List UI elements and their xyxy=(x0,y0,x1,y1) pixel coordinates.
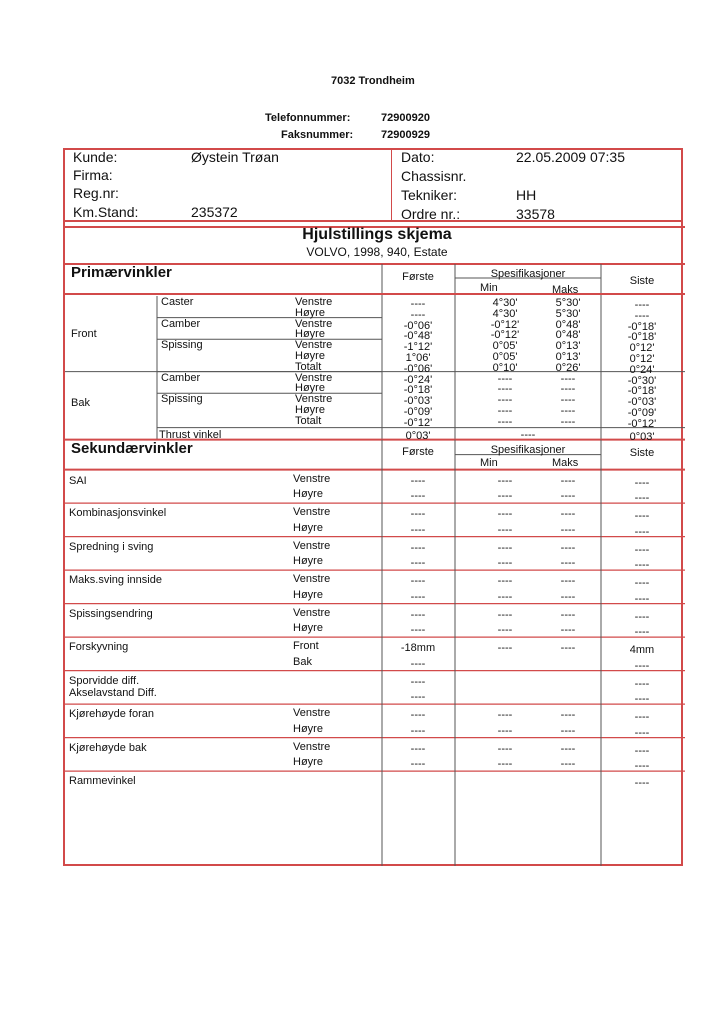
secondary-row-last: ---- xyxy=(634,510,650,523)
secondary-row-first: ---- xyxy=(410,709,426,722)
primary-row-last: 0°12' xyxy=(629,342,655,355)
secondary-row-max: ---- xyxy=(560,709,576,722)
secondary-row-last: ---- xyxy=(634,525,650,538)
primary-row-side: Høyre xyxy=(295,404,325,416)
primary-row-last: 0°12' xyxy=(629,353,655,365)
secondary-row-min: ---- xyxy=(497,557,513,570)
primary-row-max: 0°48' xyxy=(555,318,581,331)
primary-row-last: -0°03' xyxy=(627,396,657,409)
form-title: Hjulstillings skjema xyxy=(302,226,452,243)
secondary-row-side: Høyre xyxy=(293,622,323,635)
secondary-row-min: ---- xyxy=(497,709,513,722)
secondary-row-min: ---- xyxy=(497,490,513,503)
km-value: 235372 xyxy=(191,204,238,220)
primary-row-last: -0°18' xyxy=(627,331,657,344)
secondary-row-first: ---- xyxy=(410,608,426,621)
secondary-row-last: ---- xyxy=(634,677,650,690)
primary-row-side: Høyre xyxy=(295,382,325,395)
secondary-row-last: ---- xyxy=(634,492,650,505)
secondary-row-first: ---- xyxy=(410,523,426,536)
primary-row-side: Venstre xyxy=(295,296,333,308)
ramme-label: Rammevinkel xyxy=(69,775,136,788)
primary-row-first: -0°18' xyxy=(403,384,433,397)
ordre-value: 33578 xyxy=(516,206,555,222)
secondary-row-last: ---- xyxy=(634,693,650,706)
customer-info-box xyxy=(63,148,683,222)
primary-row-last: -0°18' xyxy=(627,385,657,398)
primary-row-first: -0°09' xyxy=(403,406,433,418)
primary-col-spec: Spesifikasjoner xyxy=(490,268,566,280)
primary-row-min: ---- xyxy=(497,405,513,417)
primary-row-max: ---- xyxy=(560,372,576,385)
primary-row-max: ---- xyxy=(560,415,576,428)
secondary-row-first: ---- xyxy=(410,758,426,771)
secondary-group-name: Forskyvning xyxy=(69,641,129,654)
primary-row-min: 0°10' xyxy=(492,361,518,374)
primary-row-first: -1°12' xyxy=(403,341,433,354)
primary-row-max: ---- xyxy=(560,383,576,396)
secondary-row-last: 4mm xyxy=(629,644,655,657)
secondary-row-max: ---- xyxy=(560,474,576,487)
secondary-row-min: ---- xyxy=(497,474,513,487)
secondary-row-first: ---- xyxy=(410,590,426,603)
secondary-row-min: ---- xyxy=(497,758,513,771)
secondary-row-min: ---- xyxy=(497,608,513,621)
thrust-first: 0°03' xyxy=(405,429,431,442)
primary-row-first: -0°03' xyxy=(403,395,433,408)
secondary-group-name: Sporvidde diff. xyxy=(69,674,140,687)
primary-row-max: ---- xyxy=(560,405,576,417)
primary-row-min: -0°12' xyxy=(490,318,520,331)
secondary-row-min: ---- xyxy=(497,724,513,737)
secondary-col-spec: Spesifikasjoner xyxy=(490,443,566,456)
primary-row-first: -0°12' xyxy=(403,416,433,429)
primary-row-last: -0°18' xyxy=(627,320,657,333)
secondary-row-min: ---- xyxy=(497,624,513,637)
vehicle-subtitle: VOLVO, 1998, 940, Estate xyxy=(306,245,448,259)
secondary-row-side: Venstre xyxy=(293,573,331,586)
primary-row-first: -0°24' xyxy=(403,373,433,386)
secondary-row-last: ---- xyxy=(634,610,650,623)
secondary-row-side: Høyre xyxy=(293,756,323,769)
primary-row-last: 0°24' xyxy=(629,363,655,376)
secondary-row-side: Venstre xyxy=(293,740,331,753)
primary-row-min: ---- xyxy=(497,394,513,407)
secondary-row-max: ---- xyxy=(560,523,576,536)
secondary-row-first: ---- xyxy=(410,657,426,670)
secondary-row-min: ---- xyxy=(497,642,513,655)
secondary-group-name: Maks.sving innside xyxy=(69,574,162,587)
primary-row-last: -0°12' xyxy=(627,417,657,430)
km-label: Km.Stand: xyxy=(73,204,139,220)
secondary-row-max: ---- xyxy=(560,758,576,771)
fax-number: 72900929 xyxy=(381,129,430,141)
secondary-row-last: ---- xyxy=(634,626,650,639)
secondary-row-first: ---- xyxy=(410,508,426,521)
secondary-row-max: ---- xyxy=(560,541,576,554)
kunde-label: Kunde: xyxy=(73,149,118,165)
primary-row-max: 5°30' xyxy=(555,307,581,320)
primary-row-min: -0°12' xyxy=(490,329,520,342)
secondary-row-max: ---- xyxy=(560,608,576,621)
secondary-row-last: ---- xyxy=(634,760,650,773)
secondary-group-name: Kjørehøyde foran xyxy=(69,708,154,721)
primary-row-group: Caster xyxy=(161,296,194,308)
bak-label: Bak xyxy=(71,397,90,410)
phone-number: 72900920 xyxy=(381,112,430,124)
secondary-row-last: ---- xyxy=(634,577,650,590)
regnr-label: Reg.nr: xyxy=(73,185,119,201)
secondary-col-first: Første xyxy=(402,445,434,458)
primary-row-min: 0°05' xyxy=(492,351,518,363)
primary-row-side: Høyre xyxy=(295,328,325,341)
fax-label: Faksnummer: xyxy=(281,129,354,141)
secondary-row-max: ---- xyxy=(560,575,576,588)
secondary-row-side: Bak xyxy=(293,655,312,668)
primary-row-min: ---- xyxy=(497,372,513,385)
ordre-label: Ordre nr.: xyxy=(401,206,461,222)
secondary-row-side: Venstre xyxy=(293,606,331,619)
tekniker-value: HH xyxy=(516,187,537,203)
primary-row-max: 0°13' xyxy=(555,340,581,353)
secondary-row-first: ---- xyxy=(410,691,426,704)
primary-row-side: Venstre xyxy=(295,371,333,384)
secondary-group-name: Kjørehøyde bak xyxy=(69,741,147,754)
thrust-last: 0°03' xyxy=(629,430,655,443)
secondary-row-max: ---- xyxy=(560,490,576,503)
secondary-row-first: ---- xyxy=(410,724,426,737)
secondary-row-side: Front xyxy=(293,640,319,653)
secondary-row-max: ---- xyxy=(560,642,576,655)
secondary-row-first: -18mm xyxy=(400,642,436,655)
secondary-row-min: ---- xyxy=(497,523,513,536)
primary-row-max: 5°30' xyxy=(555,297,581,309)
primary-row-first: -0°06' xyxy=(403,319,433,332)
secondary-row-last: ---- xyxy=(634,559,650,572)
primary-row-last: ---- xyxy=(634,299,650,311)
primary-row-side: Høyre xyxy=(295,306,325,319)
secondary-row-side: Venstre xyxy=(293,506,331,519)
primary-row-group: Camber xyxy=(161,371,201,384)
secondary-group-name: SAI xyxy=(69,474,87,487)
secondary-row-first: ---- xyxy=(410,541,426,554)
primary-row-side: Venstre xyxy=(295,393,333,406)
primary-row-min: ---- xyxy=(497,415,513,428)
primary-row-first: ---- xyxy=(410,308,426,321)
secondary-row-side: Venstre xyxy=(293,472,331,485)
secondary-row-first: ---- xyxy=(410,624,426,637)
alignment-table xyxy=(63,222,683,866)
secondary-row-first: ---- xyxy=(410,675,426,688)
thrust-spec: ---- xyxy=(520,428,536,441)
secondary-row-min: ---- xyxy=(497,541,513,554)
secondary-row-last: ---- xyxy=(634,726,650,739)
primary-row-min: 4°30' xyxy=(492,307,518,320)
primary-row-first: ---- xyxy=(410,298,426,310)
primary-col-first: Første xyxy=(402,271,434,283)
primary-col-min: Min xyxy=(480,282,498,294)
table-gridlines xyxy=(65,222,685,866)
primary-row-side: Totalt xyxy=(295,414,322,427)
secondary-row-side: Høyre xyxy=(293,555,323,568)
secondary-group-name: Spredning i sving xyxy=(69,540,154,553)
primary-row-group: Spissing xyxy=(161,393,203,406)
dato-label: Dato: xyxy=(401,149,435,165)
secondary-group-name: Kombinasjonsvinkel xyxy=(69,507,167,520)
dato-value: 22.05.2009 07:35 xyxy=(516,149,625,165)
front-label: Front xyxy=(71,328,97,341)
secondary-col-last: Siste xyxy=(629,446,655,459)
secondary-group-name: Spissingsendring xyxy=(69,607,153,620)
primary-row-min: 4°30' xyxy=(492,297,518,309)
secondary-group-name2: Akselavstand Diff. xyxy=(69,686,157,699)
secondary-row-side: Høyre xyxy=(293,588,323,601)
secondary-row-last: ---- xyxy=(634,543,650,556)
phone-label: Telefonnummer: xyxy=(265,112,351,124)
secondary-row-side: Venstre xyxy=(293,707,331,720)
secondary-row-first: ---- xyxy=(410,575,426,588)
secondary-row-max: ---- xyxy=(560,590,576,603)
primary-row-max: 0°13' xyxy=(555,351,581,363)
primary-row-side: Høyre xyxy=(295,350,325,362)
primary-row-first: -0°06' xyxy=(403,362,433,375)
secondary-row-first: ---- xyxy=(410,742,426,755)
secondary-row-min: ---- xyxy=(497,590,513,603)
secondary-col-min: Min xyxy=(480,456,498,469)
secondary-row-max: ---- xyxy=(560,624,576,637)
primary-row-last: -0°09' xyxy=(627,407,657,419)
secondary-row-last: ---- xyxy=(634,659,650,672)
secondary-heading: Sekundærvinkler xyxy=(71,439,193,457)
primary-row-last: -0°30' xyxy=(627,374,657,387)
primary-row-side: Venstre xyxy=(295,317,333,330)
primary-row-min: ---- xyxy=(497,383,513,396)
primary-row-first: -0°48' xyxy=(403,330,433,343)
secondary-row-min: ---- xyxy=(497,575,513,588)
primary-row-max: 0°26' xyxy=(555,361,581,374)
secondary-row-side: Høyre xyxy=(293,488,323,501)
secondary-row-min: ---- xyxy=(497,742,513,755)
header-city: 7032 Trondheim xyxy=(331,75,415,87)
secondary-row-max: ---- xyxy=(560,724,576,737)
secondary-row-side: Høyre xyxy=(293,722,323,735)
primary-row-first: 1°06' xyxy=(405,352,431,364)
primary-col-last: Siste xyxy=(629,275,655,287)
primary-row-last: ---- xyxy=(634,309,650,322)
secondary-row-side: Høyre xyxy=(293,521,323,534)
secondary-row-last: ---- xyxy=(634,744,650,757)
secondary-row-max: ---- xyxy=(560,557,576,570)
thrust-label: Thrust vinkel xyxy=(159,428,222,441)
secondary-row-max: ---- xyxy=(560,742,576,755)
primary-row-side: Venstre xyxy=(295,339,333,352)
secondary-row-max: ---- xyxy=(560,508,576,521)
firma-label: Firma: xyxy=(73,167,113,183)
secondary-row-last: ---- xyxy=(634,711,650,724)
secondary-row-first: ---- xyxy=(410,557,426,570)
secondary-row-last: ---- xyxy=(634,476,650,489)
kunde-value: Øystein Trøan xyxy=(191,149,279,165)
tekniker-label: Tekniker: xyxy=(401,187,458,203)
secondary-row-first: ---- xyxy=(410,490,426,503)
chassis-label: Chassisnr. xyxy=(401,168,467,184)
secondary-col-max: Maks xyxy=(552,456,579,469)
secondary-row-last: ---- xyxy=(634,592,650,605)
primary-col-max: Maks xyxy=(552,284,579,296)
primary-row-min: 0°05' xyxy=(492,340,518,353)
primary-heading: Primærvinkler xyxy=(71,264,172,281)
secondary-row-side: Venstre xyxy=(293,539,331,552)
primary-row-max: ---- xyxy=(560,394,576,407)
secondary-row-first: ---- xyxy=(410,474,426,487)
ramme-last: ---- xyxy=(634,777,650,790)
primary-row-group: Camber xyxy=(161,317,201,330)
primary-row-max: 0°48' xyxy=(555,329,581,342)
secondary-row-min: ---- xyxy=(497,508,513,521)
info-divider xyxy=(391,150,392,220)
primary-row-side: Totalt xyxy=(295,360,322,373)
primary-row-group: Spissing xyxy=(161,339,203,352)
